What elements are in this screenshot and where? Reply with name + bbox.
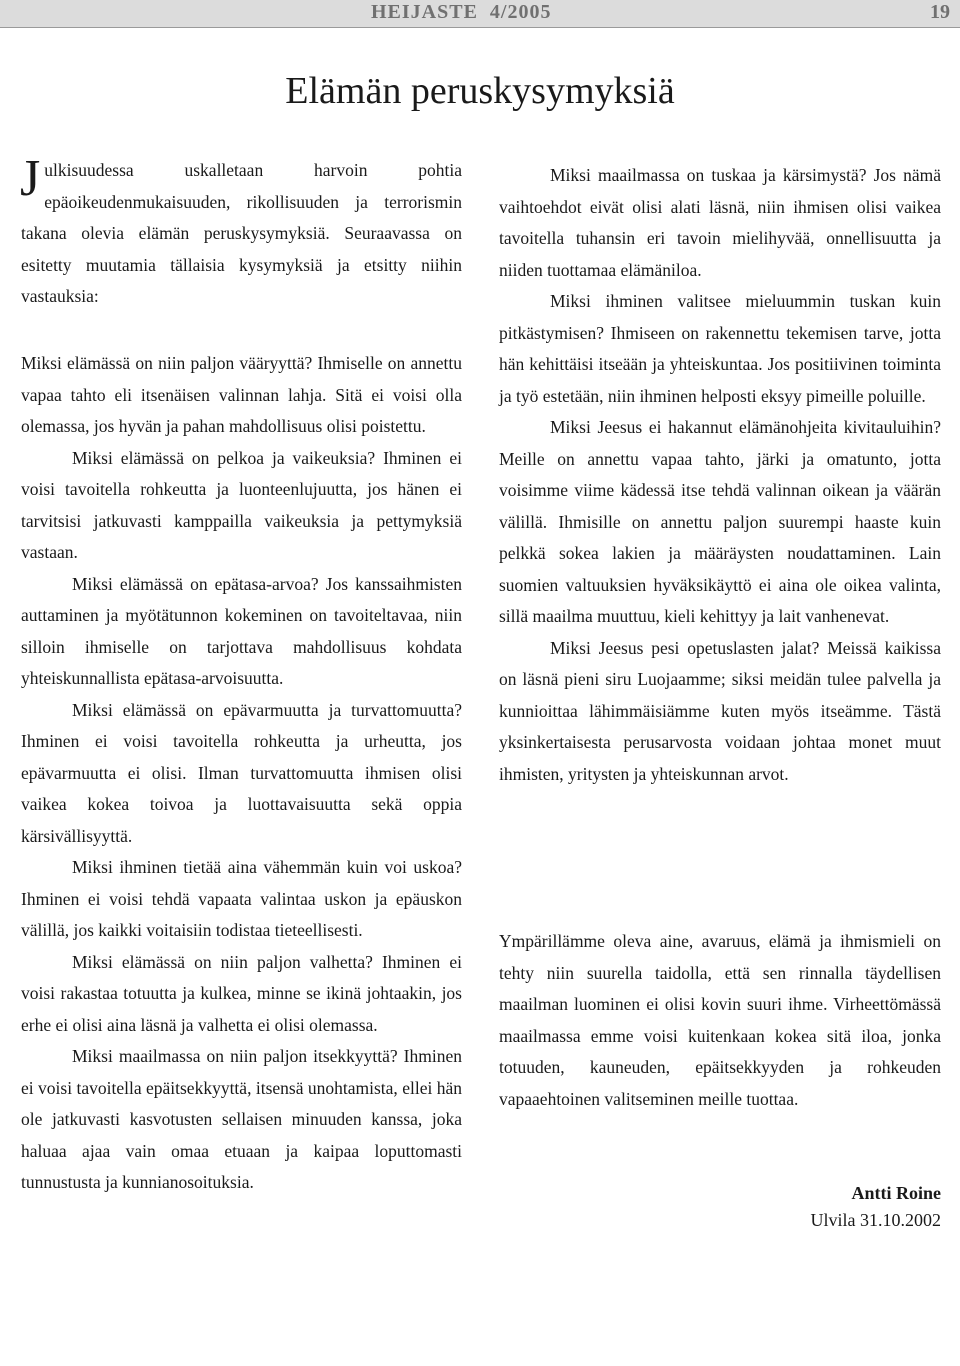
place-date: Ulvila 31.10.2002	[810, 1210, 941, 1230]
author-name: Antti Roine	[851, 1183, 941, 1203]
paragraph: Miksi elämässä on niin paljon vääryyttä? Ihmiselle on annettu vapaa tahto eli itsenäisen valinnan lahja. Sitä ei voisi olla olemassa, jos hyvän ja pahan mahdollisuus olisi poistettu.	[21, 353, 462, 436]
paragraph: Miksi Jeesus ei hakannut elämänohjeita kivitauluihin? Meille on annettu vapaa tahto, järki ja omatunto, jotta voisimme viime kädessä itse tehdä valinnan oikean ja väärän välillä. Ihmisille on annettu paljon suurempi haaste kuin pelkkä sokea lakien ja määräysten noudattaminen. Lain suomien valtuuksien hyväksikäyttö ei aina ole oikea valinta, sillä maailma muuttuu, kieli kehittyy ja lait vanhenevat.	[499, 417, 941, 626]
paragraph: Miksi elämässä on niin paljon valhetta? Ihminen ei voisi rakastaa totuutta ja kulkea, minne se ikinä johtaakin, jos erhe ei olisi aina läsnä ja valhetta ei olisi olemassa.	[21, 951, 462, 1035]
paragraph: Miksi maailmassa on tuskaa ja kärsimystä? Jos nämä vaihtoehdot eivät olisi alati läsnä, niin ihmisen olisi vaikea tavoitella tuhansin eri tavoin mielihyvää, onnellisuutta ja niiden tuottamaa elämäniloa.	[499, 165, 941, 280]
left-column	[20, 150, 462, 313]
page-header	[0, 0, 960, 28]
paragraph: Miksi maailmassa on niin paljon itsekkyyttä? Ihminen ei voisi tavoitella epäitsekkyyttä, itsensä unohtamista, ellei hän ole jatkuvasti kasvotusten sellaisen minuuden kanssa, joka haluaa ajaa vain omaa etuaan ja kaipaa loputtomasti tunnustusta ja kunnianosoituksia.	[21, 1046, 462, 1192]
paragraph: Miksi elämässä on epätasa-arvoa? Jos kanssaihmisten auttaminen ja myötätunnon kokeminen on tavoiteltavaa, niin silloin ihmiselle on tarjottava mahdollisuus kohdata yhteiskunnallista epätasa-arvoisuutta.	[21, 573, 462, 688]
paragraph: Miksi ihminen valitsee mieluummin tuskan kuin pitkästymisen? Ihmiseen on rakennettu tekemisen tarve, jotta hän kehittäisi itseään ja yhteiskuntaa. Jos positiivinen toiminta ja työ estetään, niin ihminen helposti eksyy pimeille poluille.	[499, 291, 941, 406]
paragraph: Miksi Jeesus pesi opetuslasten jalat? Meissä kaikissa on läsnä pieni siru Luojaamme; siksi meidän tulee palvella ja kunnioittaa lähimmäisiämme kuten myös itseämme. Tästä yksinkertaisesta perusarvosta voidaan johtaa monet muut ihmisten, yritysten ja yhteiskunnan arvot.	[499, 637, 941, 784]
paragraph: Miksi elämässä on pelkoa ja vaikeuksia? Ihminen ei voisi tavoitella rohkeutta ja luonteenlujuutta, jos hänen ei tarvitsisi jatkuvasti kamppailla vaikeuksia ja pettymyksiä vastaan.	[21, 447, 462, 562]
closing-block	[499, 926, 941, 1115]
intro-paragraph	[20, 150, 462, 313]
right-column	[499, 160, 941, 790]
paragraph: Miksi ihminen tietää aina vähemmän kuin voi uskoa? Ihminen ei voisi tehdä vapaata valintaa uskon ja epäuskon välillä, jos kaikki voitaisiin todistaa tieteellisesti.	[21, 857, 462, 940]
drop-cap: J	[20, 150, 41, 207]
intro-text: ulkisuudessa uskalletaan harvoin pohtia epäoikeudenmukaisuuden, rikollisuuden ja terrorismin takana olevia elämän peruskysymyksiä. Seuraavassa on esitetty muutamia tällaisia kysymyksiä ja etsitty niihin vastauksia:	[21, 160, 462, 306]
left-column-body	[21, 348, 462, 1199]
signature	[499, 1183, 941, 1231]
paragraph: Miksi elämässä on epävarmuutta ja turvattomuutta? Ihminen ei voisi tavoitella rohkeutta ja urheutta, jos epävarmuutta ei olisi. Ilman turvattomuutta ihmisen olisi vaikea kokea toivoa ja luottavaisuutta sekä oppia kärsivällisyyttä.	[21, 699, 462, 846]
article-title: Elämän peruskysymyksiä	[285, 70, 675, 112]
closing-paragraph: Ympärillämme oleva aine, avaruus, elämä ja ihmismieli on tehty niin suurella taidolla, että sen rinnalla täydellisen maailman luominen ei olisi kovin suuri ihme. Virheettömässä maailmassa emme voisi kuitenkaan kokea sitä iloa, jonka totuuden, kauneuden, epäitsekkyyden ja rohkeuden vapaaehtoinen valitseminen meille tuottaa.	[499, 931, 941, 1109]
publication-name: HEIJASTE 4/2005	[371, 1, 552, 23]
page-number: 19	[930, 1, 950, 23]
